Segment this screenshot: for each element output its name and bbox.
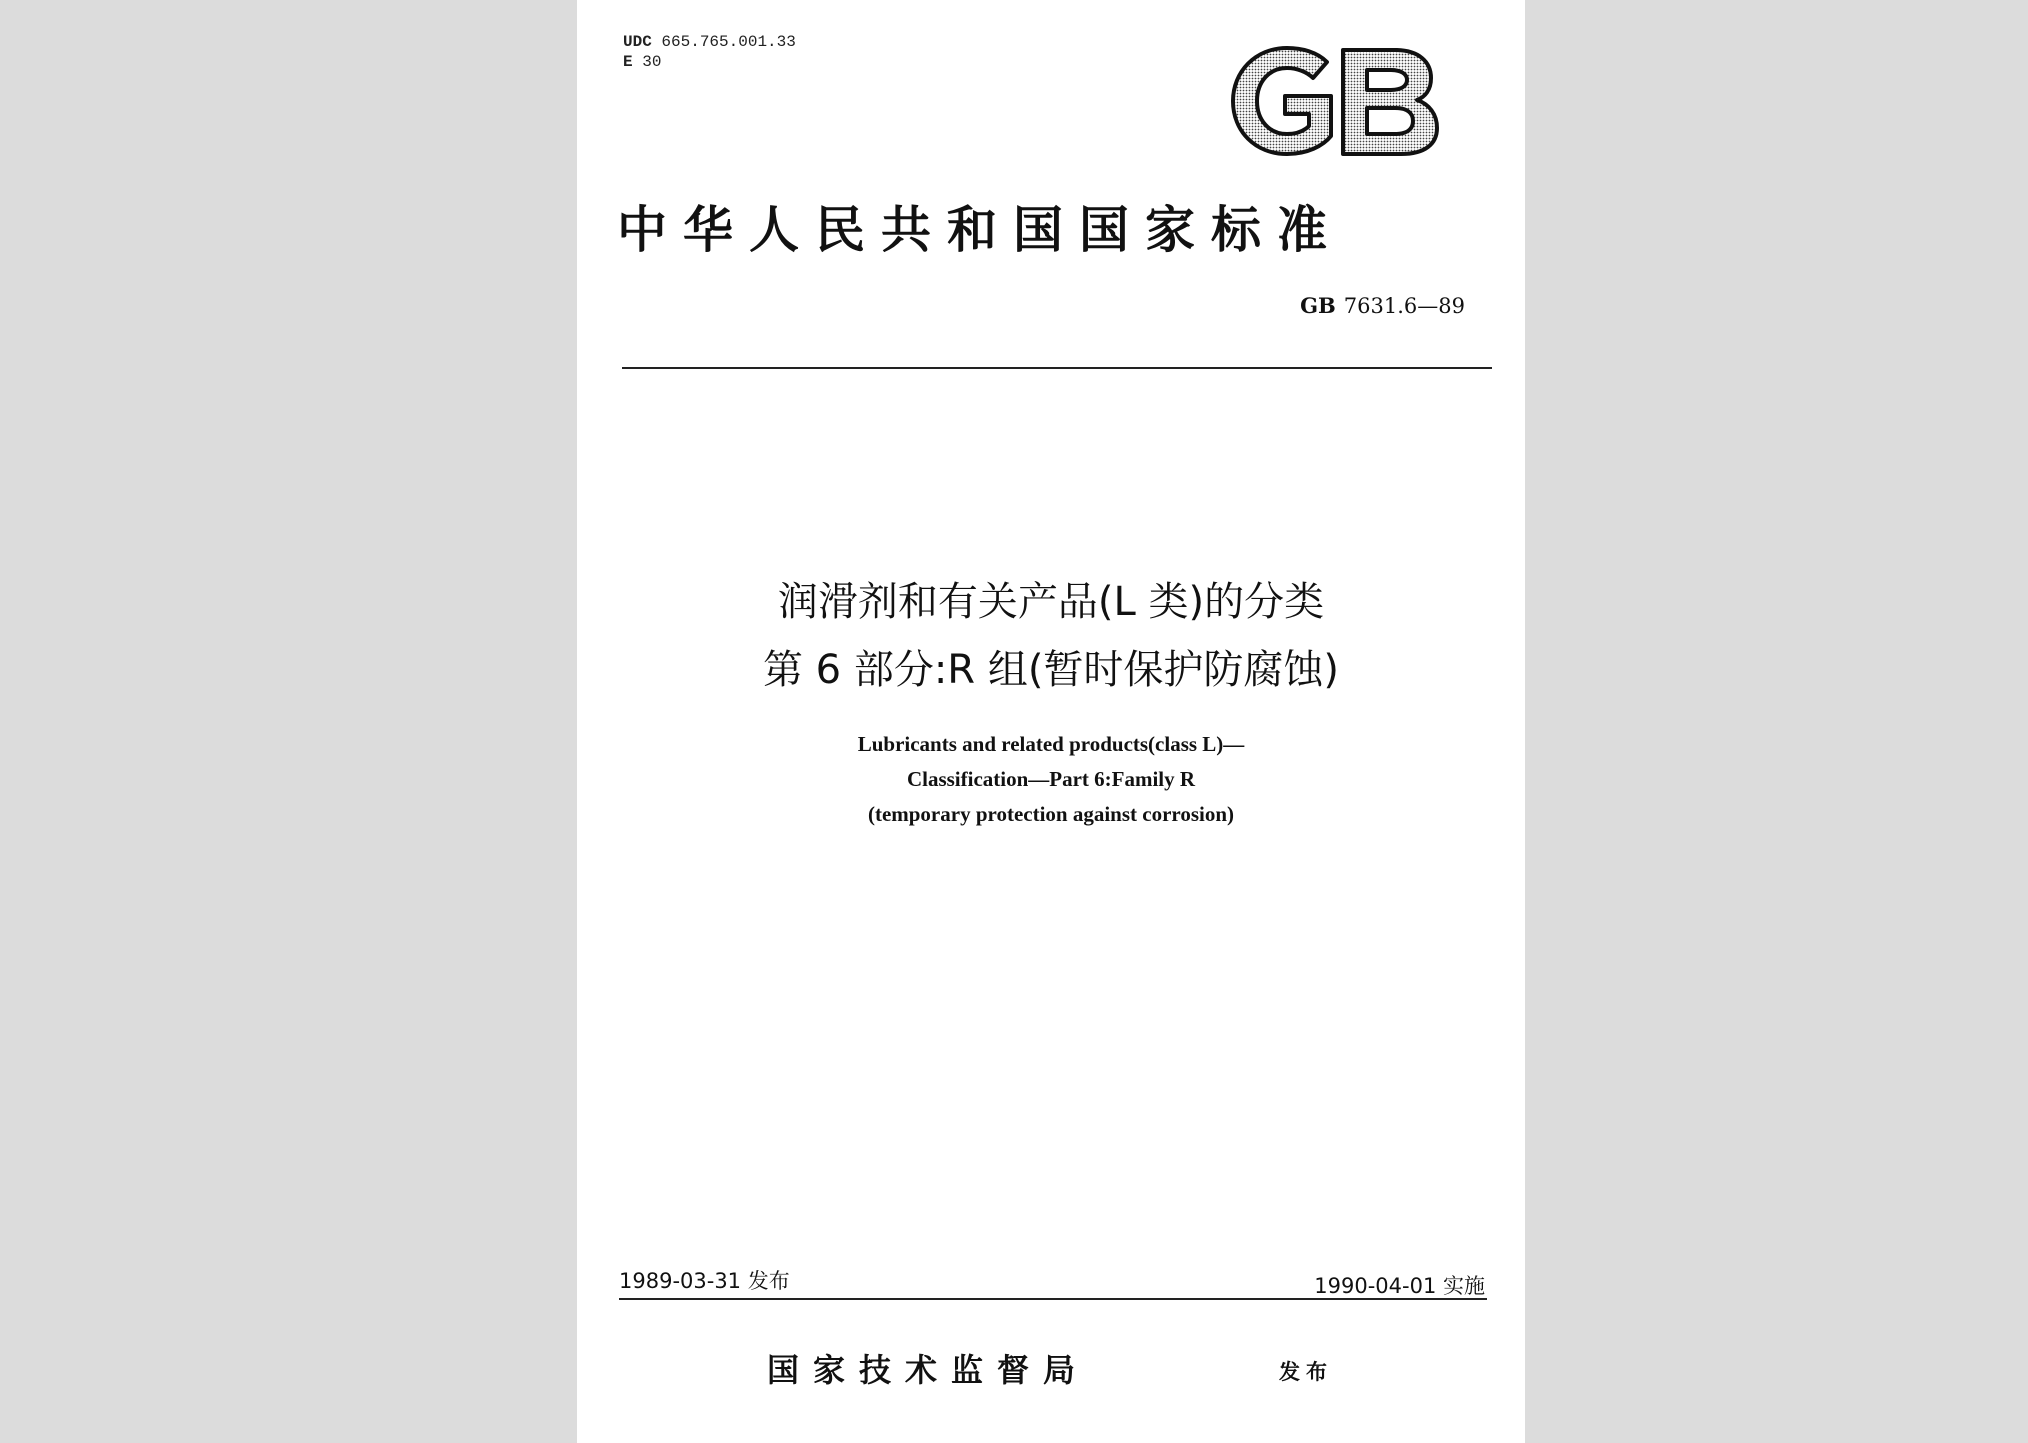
publisher-suffix: 发布 xyxy=(1279,1359,1333,1384)
document-page xyxy=(577,0,1525,1443)
chinese-title-line-2: 第 6 部分:R 组(暂时保护防腐蚀) xyxy=(762,647,1340,693)
english-title-line-2: Classification—Part 6:Family R xyxy=(906,767,1196,791)
chinese-title-line-1: 润滑剂和有关产品(L 类)的分类 xyxy=(777,579,1325,625)
udc-line xyxy=(623,32,796,52)
bottom-divider xyxy=(619,1298,1487,1300)
gb-logo xyxy=(1227,44,1442,159)
e-label: E xyxy=(623,53,633,71)
e-value: 30 xyxy=(642,53,662,71)
udc-value: 665.765.001.33 xyxy=(661,33,796,51)
english-title-line-1: Lubricants and related products(class L)— xyxy=(857,732,1245,756)
issue-date: 1989-03-31 发布 xyxy=(619,1269,790,1293)
udc-label: UDC xyxy=(623,33,652,51)
gb-logo-text: GB xyxy=(1227,44,1229,45)
classification-codes xyxy=(623,32,796,72)
standard-number-value: 7631.6—89 xyxy=(1343,294,1465,318)
national-standard-title: 中华人民共和国国家标准 xyxy=(617,200,1343,259)
publisher-name: 国家技术监督局 xyxy=(767,1351,1090,1389)
top-divider xyxy=(622,367,1492,369)
standard-number-prefix: GB xyxy=(1300,293,1336,318)
english-title-line-3: (temporary protection against corrosion) xyxy=(867,802,1235,826)
e-line xyxy=(623,52,796,72)
effective-date: 1990-04-01 实施 xyxy=(1314,1274,1485,1298)
standard-number xyxy=(1300,293,1465,318)
